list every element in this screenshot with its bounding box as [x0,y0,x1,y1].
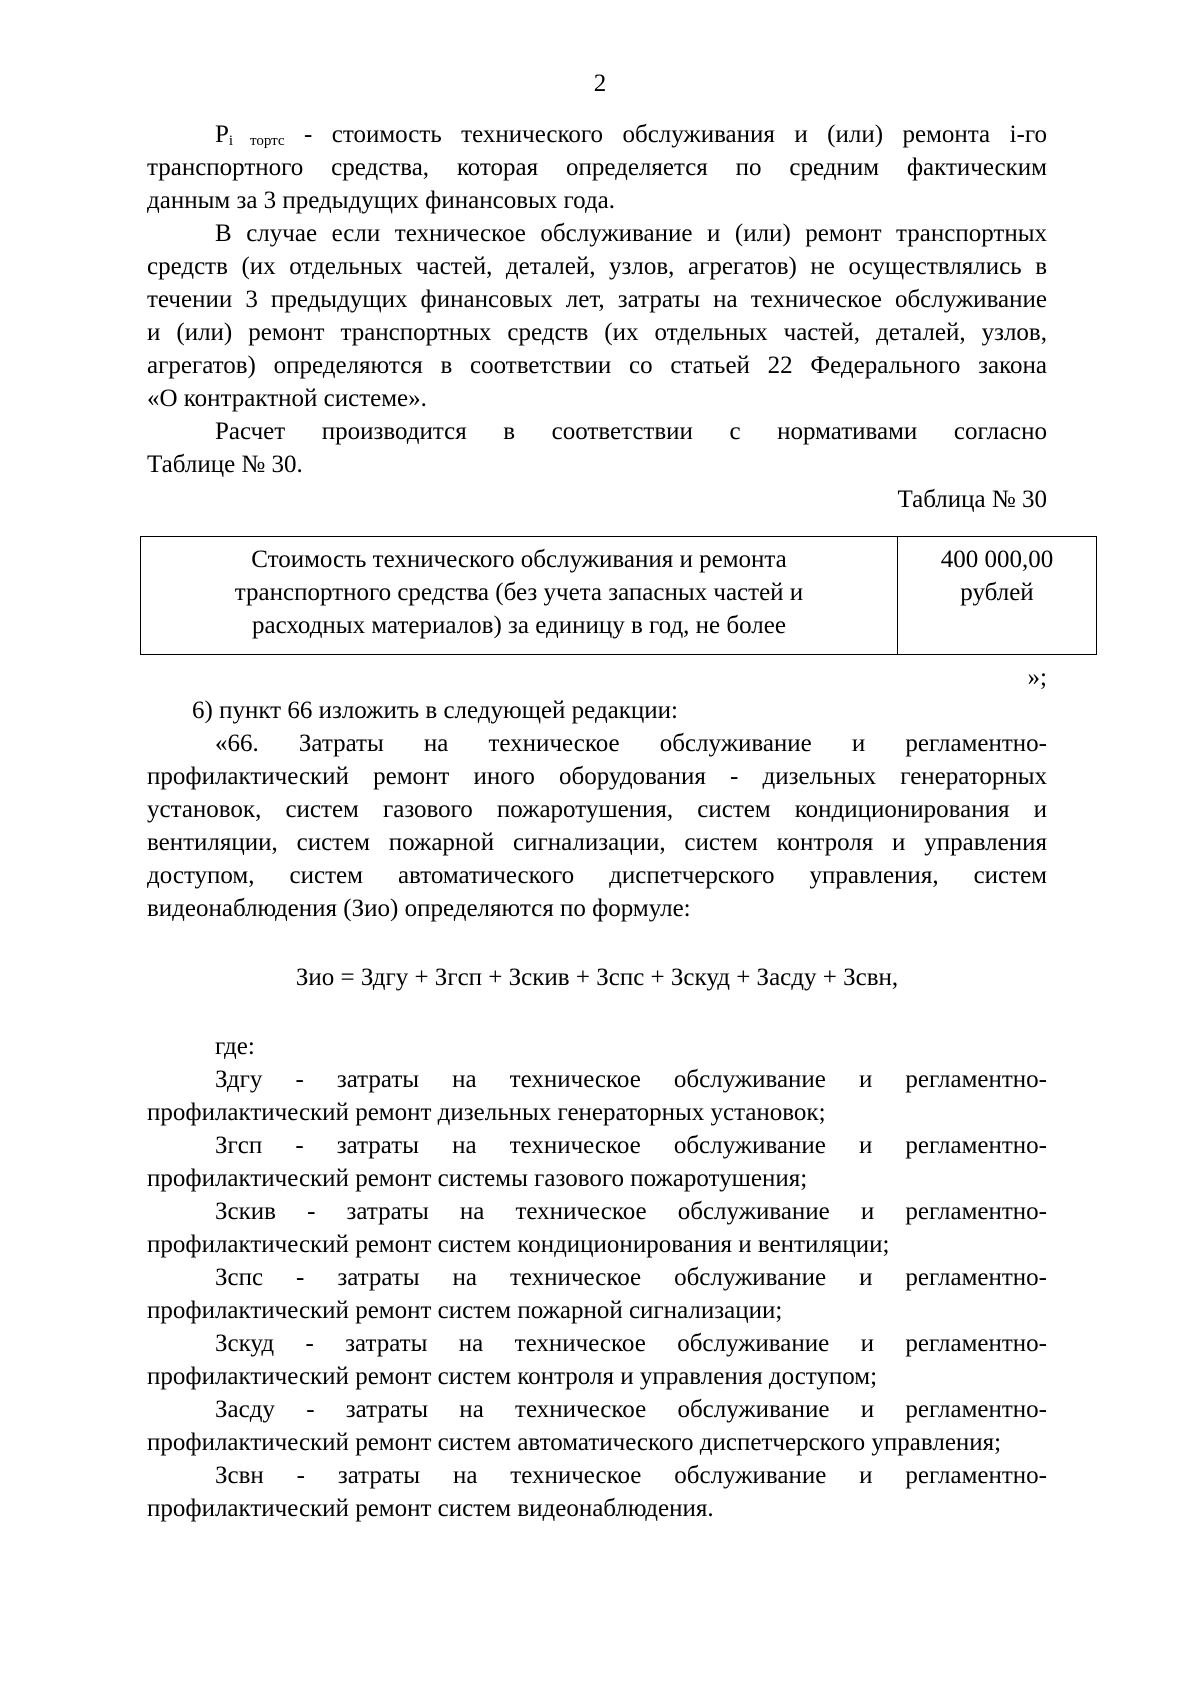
definition-line-1: Зсвн - затраты на техническое обслуживание и регламентно- [215,1462,1047,1489]
definitions-list [147,1063,1047,1525]
item-6-heading: 6) пункт 66 изложить в следующей редакции: [192,697,678,724]
item-66-line: вентиляции, систем пожарной сигнализации, систем контроля и управления [147,829,1047,856]
definition-item [147,1261,1047,1327]
case-line: «О контрактной системе». [147,385,427,412]
definition-line-1: Зспс - затраты на техническое обслуживание и регламентно- [215,1264,1047,1291]
case-line: В случае если техническое обслуживание и (или) ремонт транспортных [215,220,1047,247]
definition-line-1: Зскив - затраты на техническое обслуживание и регламентно- [215,1198,1047,1225]
p-term-line-1 [147,118,1047,151]
case-line: течении 3 предыдущих финансовых лет, затраты на техническое обслуживание [147,286,1047,313]
table-description-line: расходных материалов) за единицу в год, не более [252,612,786,639]
table-value-cell [898,537,1097,655]
item-66-line: доступом, систем автоматического диспетчерского управления, систем [147,862,1047,889]
closing-quote: »; [1027,664,1047,691]
item-66-line: установок, систем газового пожаротушения, систем кондиционирования и [147,796,1047,823]
calc-paragraph [147,415,1047,481]
definition-line-2: профилактический ремонт систем кондиционирования и вентиляции; [147,1231,890,1258]
calc-line: Таблице № 30. [147,451,303,478]
item-66-line: профилактический ремонт иного оборудования - дизельных генераторных [147,763,1047,790]
page-number: 2 [593,70,607,97]
formula: Зио = Здгу + Згсп + Зскив + Зспс + Зскуд + Засду + Зсвн, [295,964,899,991]
definition-line-1: Згсп - затраты на техническое обслуживание и регламентно- [215,1132,1047,1159]
p-term-line-2: транспортного средства, которая определяется по средним фактическим [147,154,1047,181]
definition-item [147,1393,1047,1459]
p-term-text: - стоимость технического обслуживания и (или) ремонта i-го [284,121,1047,148]
p-term-subscript: i тортс [228,133,285,149]
case-line: агрегатов) определяются в соответствии со статьей 22 Федерального закона [147,352,1047,379]
item-66-line: видеонаблюдения (Зио) определяются по формуле: [147,895,691,922]
case-line: средств (их отдельных частей, деталей, узлов, агрегатов) не осуществлялись в [147,253,1047,280]
table-row [141,537,1097,655]
definition-line-1: Зскуд - затраты на техническое обслуживание и регламентно- [215,1330,1047,1357]
item-66-line: «66. Затраты на техническое обслуживание и регламентно- [215,730,1047,757]
definition-item [147,1327,1047,1393]
table-caption: Таблица № 30 [897,486,1047,513]
table-value-unit: рублей [960,579,1034,606]
definition-item [147,1129,1047,1195]
p-term-line-3: данным за 3 предыдущих финансовых года. [147,187,616,214]
table-description-line: транспортного средства (без учета запасных частей и [234,579,804,606]
definition-item [147,1195,1047,1261]
item-66-paragraph [147,727,1047,925]
definition-line-2: профилактический ремонт системы газового пожаротушения; [147,1165,808,1192]
definition-line-1: Засду - затраты на техническое обслуживание и регламентно- [215,1396,1047,1423]
definition-line-2: профилактический ремонт дизельных генераторных установок; [147,1099,826,1126]
norm-table [140,536,1097,655]
definition-line-1: Здгу - затраты на техническое обслуживание и регламентно- [215,1066,1047,1093]
calc-line: Расчет производится в соответствии с нормативами согласно [215,418,1047,445]
case-line: и (или) ремонт транспортных средств (их отдельных частей, деталей, узлов, [147,319,1047,346]
definition-line-2: профилактический ремонт систем автоматического диспетчерского управления; [147,1429,1002,1456]
case-paragraph [147,217,1047,415]
definition-line-2: профилактический ремонт систем контроля и управления доступом; [147,1363,878,1390]
definition-item [147,1459,1047,1525]
p-term-symbol: P [215,121,229,148]
definition-item [147,1063,1047,1129]
definition-line-2: профилактический ремонт систем пожарной сигнализации; [147,1297,783,1324]
table-description-line: Стоимость технического обслуживания и ремонта [251,546,787,573]
table-description-cell [141,537,898,655]
definition-line-2: профилактический ремонт систем видеонаблюдения. [147,1495,714,1522]
document-body [147,118,1054,1525]
table-value-amount: 400 000,00 [940,546,1054,573]
p-term-definition [147,118,1047,217]
where-label: где: [215,1033,255,1060]
